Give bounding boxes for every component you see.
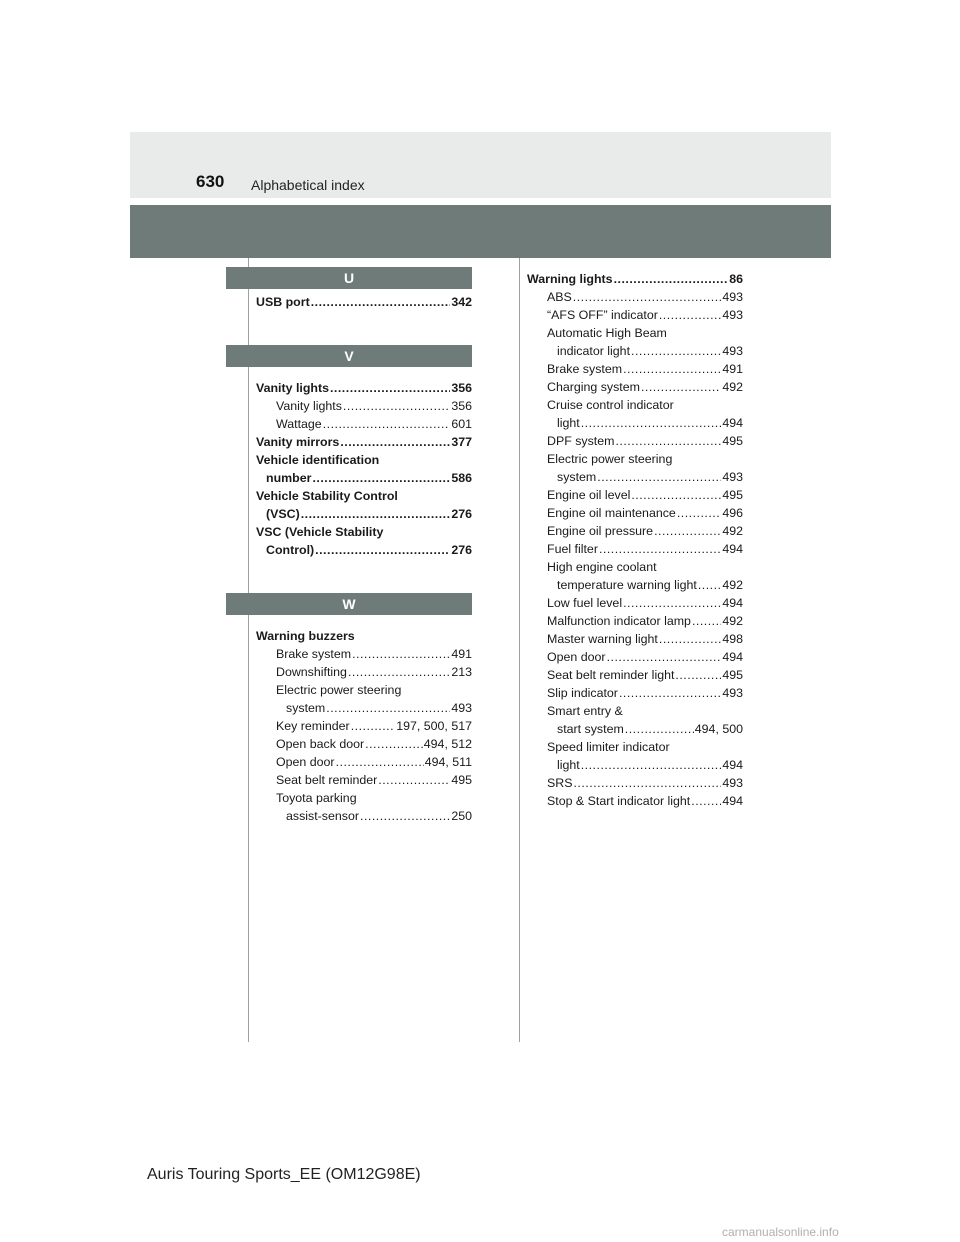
- index-entry: [256, 771, 472, 789]
- index-entry: [256, 807, 472, 825]
- index-entry: [527, 306, 743, 324]
- dot-leader: [348, 663, 450, 681]
- index-entry-heading: High engine coolant: [547, 560, 657, 574]
- dot-leader: [352, 645, 450, 663]
- index-entry-term: Slip indicator: [547, 686, 618, 700]
- dot-leader: [692, 612, 721, 630]
- index-entry-pages: 494, 512: [423, 737, 472, 751]
- index-entry-pages: 494: [722, 650, 743, 664]
- index-entry-pages: 491: [451, 647, 472, 661]
- index-entry-pages: 276: [451, 543, 472, 557]
- index-entry-term: Downshifting: [276, 665, 347, 679]
- index-entry-term: light: [557, 416, 580, 430]
- dot-leader: [581, 756, 722, 774]
- dot-leader: [623, 360, 721, 378]
- index-entry: [256, 433, 472, 451]
- left-column-rule: [248, 258, 249, 1042]
- index-entry-term: (VSC): [266, 507, 300, 521]
- index-entry-term: Seat belt reminder: [276, 773, 378, 787]
- dot-leader: [623, 594, 721, 612]
- index-entry-pages: 601: [451, 417, 472, 431]
- index-entry-term: Open back door: [276, 737, 365, 751]
- index-entry: [527, 792, 743, 810]
- index-entry-pages: 496: [722, 506, 743, 520]
- dot-leader: [360, 807, 450, 825]
- index-entry-term: Open door: [547, 650, 606, 664]
- index-entry-pages: 493: [722, 308, 743, 322]
- index-entry-term: number: [266, 471, 312, 485]
- index-entry-term: temperature warning light: [557, 578, 697, 592]
- index-entry-pages: 493: [451, 701, 472, 715]
- index-entry-pages: 493: [722, 776, 743, 790]
- dot-leader: [378, 771, 450, 789]
- index-entry-term: Malfunction indicator lamp: [547, 614, 691, 628]
- index-entry-heading: Cruise control indicator: [547, 398, 674, 412]
- index-entry: [256, 699, 472, 717]
- index-entry-pages: 213: [451, 665, 472, 679]
- index-entry: [527, 630, 743, 648]
- dot-leader: [631, 342, 721, 360]
- index-entry: [527, 288, 743, 306]
- dot-leader: [659, 630, 721, 648]
- index-entry: [256, 645, 472, 663]
- dot-leader: [619, 684, 721, 702]
- dot-leader: [311, 293, 451, 311]
- index-entry-pages: 494, 511: [424, 755, 472, 769]
- index-entry: [256, 293, 472, 311]
- index-entry-pages: 494: [722, 794, 743, 808]
- index-entry-term: DPF system: [547, 434, 615, 448]
- page-number: 630: [196, 172, 225, 191]
- index-entry: [527, 468, 743, 486]
- index-entry-pages: 492: [722, 524, 743, 538]
- dot-leader: [343, 397, 450, 415]
- dot-leader: [581, 414, 722, 432]
- header-dark-band: [130, 205, 831, 258]
- index-entry-term: SRS: [547, 776, 573, 790]
- index-entry: [527, 378, 743, 396]
- index-entry-pages: 494: [722, 758, 743, 772]
- index-letter-header: W: [226, 593, 472, 615]
- index-entry-term: Seat belt reminder light: [547, 668, 675, 682]
- footer-model: Auris Touring Sports_EE (OM12G98E): [147, 1166, 421, 1183]
- index-entry-term: Vanity lights: [276, 399, 342, 413]
- dot-leader: [607, 648, 722, 666]
- index-entry: [527, 612, 743, 630]
- dot-leader: [330, 379, 450, 397]
- index-entry: [527, 774, 743, 792]
- dot-leader: [315, 541, 450, 559]
- index-entry-pages: 494: [722, 416, 743, 430]
- index-entry: [256, 717, 472, 735]
- index-entry-term: Open door: [276, 755, 335, 769]
- index-entry-term: start system: [557, 722, 624, 736]
- index-entry: [256, 663, 472, 681]
- index-entry-term: ABS: [547, 290, 572, 304]
- index-entry: [527, 342, 743, 360]
- index-entry-pages: 197, 500, 517: [396, 719, 472, 733]
- index-entry-pages: 493: [722, 290, 743, 304]
- section-gap: [256, 559, 472, 593]
- index-entry: [256, 397, 472, 415]
- index-entry-heading: Electric power steering: [276, 683, 402, 697]
- dot-leader: [654, 522, 721, 540]
- index-entry: [527, 360, 743, 378]
- index-entry-term: Master warning light: [547, 632, 658, 646]
- index-entry-term: Engine oil pressure: [547, 524, 654, 538]
- index-entry: [527, 504, 743, 522]
- index-entry-pages: 495: [722, 668, 743, 682]
- dot-leader: [641, 378, 721, 396]
- dot-leader: [614, 270, 729, 288]
- index-entry-pages: 377: [451, 435, 472, 449]
- index-entry-pages: 495: [722, 434, 743, 448]
- index-entry: [527, 576, 743, 594]
- index-entry: [527, 414, 743, 432]
- dot-leader: [312, 469, 450, 487]
- index-entry-pages: 586: [451, 471, 472, 485]
- index-entry: [527, 756, 743, 774]
- index-entry: [527, 666, 743, 684]
- index-entry-heading: Warning buzzers: [256, 629, 355, 643]
- index-entry: [527, 720, 743, 738]
- index-entry: [527, 270, 743, 288]
- index-entry: [256, 505, 472, 523]
- dot-leader: [326, 699, 450, 717]
- dot-leader: [675, 666, 721, 684]
- index-entry-pages: 492: [722, 380, 743, 394]
- index-entry-pages: 86: [729, 272, 743, 286]
- index-entry-term: Engine oil maintenance: [547, 506, 676, 520]
- index-entry: [527, 540, 743, 558]
- index-entry-term: Vanity mirrors: [256, 435, 340, 449]
- index-entry-term: Stop & Start indicator light: [547, 794, 691, 808]
- index-entry-heading: Electric power steering: [547, 452, 673, 466]
- index-entry-pages: 342: [451, 295, 472, 309]
- index-column-right: [527, 270, 743, 810]
- index-entry-pages: 491: [722, 362, 743, 376]
- index-entry-pages: 356: [451, 381, 472, 395]
- index-entry: [256, 415, 472, 433]
- section-title: Alphabetical index: [251, 177, 365, 193]
- index-entry-term: Low fuel level: [547, 596, 623, 610]
- index-entry-term: Key reminder: [276, 719, 350, 733]
- index-entry-pages: 498: [722, 632, 743, 646]
- index-entry-term: Fuel filter: [547, 542, 598, 556]
- dot-leader: [625, 720, 694, 738]
- index-entry: [527, 684, 743, 702]
- right-column-rule: [519, 258, 520, 1042]
- index-entry-term: Wattage: [276, 417, 322, 431]
- dot-leader: [597, 468, 721, 486]
- index-entry-pages: 494: [722, 542, 743, 556]
- index-entry: [527, 648, 743, 666]
- index-entry-pages: 495: [451, 773, 472, 787]
- index-entry-term: Brake system: [547, 362, 623, 376]
- watermark: carmanualsonline.info: [722, 1225, 839, 1239]
- index-entry-heading: Speed limiter indicator: [547, 740, 670, 754]
- index-entry-term: indicator light: [557, 344, 631, 358]
- index-entry-pages: 495: [722, 488, 743, 502]
- dot-leader: [573, 774, 721, 792]
- dot-leader: [351, 717, 396, 735]
- index-entry-pages: 492: [722, 578, 743, 592]
- dot-leader: [365, 735, 423, 753]
- index-entry-heading: Smart entry &: [547, 704, 623, 718]
- dot-leader: [691, 792, 721, 810]
- index-letter-header: V: [226, 345, 472, 367]
- index-entry: [527, 432, 743, 450]
- index-entry: [256, 541, 472, 559]
- dot-leader: [659, 306, 721, 324]
- index-entry: [256, 753, 472, 771]
- section-gap: [256, 311, 472, 345]
- index-entry-term: Brake system: [276, 647, 352, 661]
- index-entry-pages: 493: [722, 686, 743, 700]
- index-entry-heading: Toyota parking: [276, 791, 357, 805]
- index-entry-term: Charging system: [547, 380, 640, 394]
- index-entry-term: USB port: [256, 295, 310, 309]
- index-entry-term: Engine oil level: [547, 488, 631, 502]
- index-entry-pages: 250: [451, 809, 472, 823]
- index-entry: [256, 469, 472, 487]
- index-column-left: [256, 267, 472, 825]
- index-entry: [527, 522, 743, 540]
- index-entry: [256, 735, 472, 753]
- index-letter-header: U: [226, 267, 472, 289]
- index-entry-term: “AFS OFF” indicator: [547, 308, 658, 322]
- index-entry-pages: 493: [722, 344, 743, 358]
- dot-leader: [615, 432, 721, 450]
- index-entry-term: Warning lights: [527, 272, 613, 286]
- index-entry-pages: 356: [451, 399, 472, 413]
- index-entry-term: light: [557, 758, 580, 772]
- index-entry-pages: 493: [722, 470, 743, 484]
- index-entry-heading: Vehicle identification: [256, 453, 380, 467]
- index-entry-pages: 492: [722, 614, 743, 628]
- dot-leader: [573, 288, 722, 306]
- index-entry-pages: 494, 500: [694, 722, 743, 736]
- index-entry: [527, 594, 743, 612]
- dot-leader: [599, 540, 721, 558]
- dot-leader: [677, 504, 721, 522]
- index-entry-term: Vanity lights: [256, 381, 329, 395]
- dot-leader: [336, 753, 424, 771]
- dot-leader: [698, 576, 722, 594]
- index-entry-heading: Vehicle Stability Control: [256, 489, 398, 503]
- index-entry: [256, 379, 472, 397]
- index-entry-pages: 276: [451, 507, 472, 521]
- dot-leader: [631, 486, 721, 504]
- dot-leader: [340, 433, 450, 451]
- index-entry-heading: VSC (Vehicle Stability: [256, 525, 384, 539]
- index-entry-term: assist-sensor: [286, 809, 359, 823]
- index-entry-term: Control): [266, 543, 315, 557]
- index-entry-heading: Automatic High Beam: [547, 326, 667, 340]
- header-band: [130, 132, 831, 198]
- index-entry-term: system: [286, 701, 326, 715]
- index-entry-term: system: [557, 470, 597, 484]
- dot-leader: [301, 505, 451, 523]
- index-entry-pages: 494: [722, 596, 743, 610]
- index-entry: [527, 486, 743, 504]
- dot-leader: [323, 415, 451, 433]
